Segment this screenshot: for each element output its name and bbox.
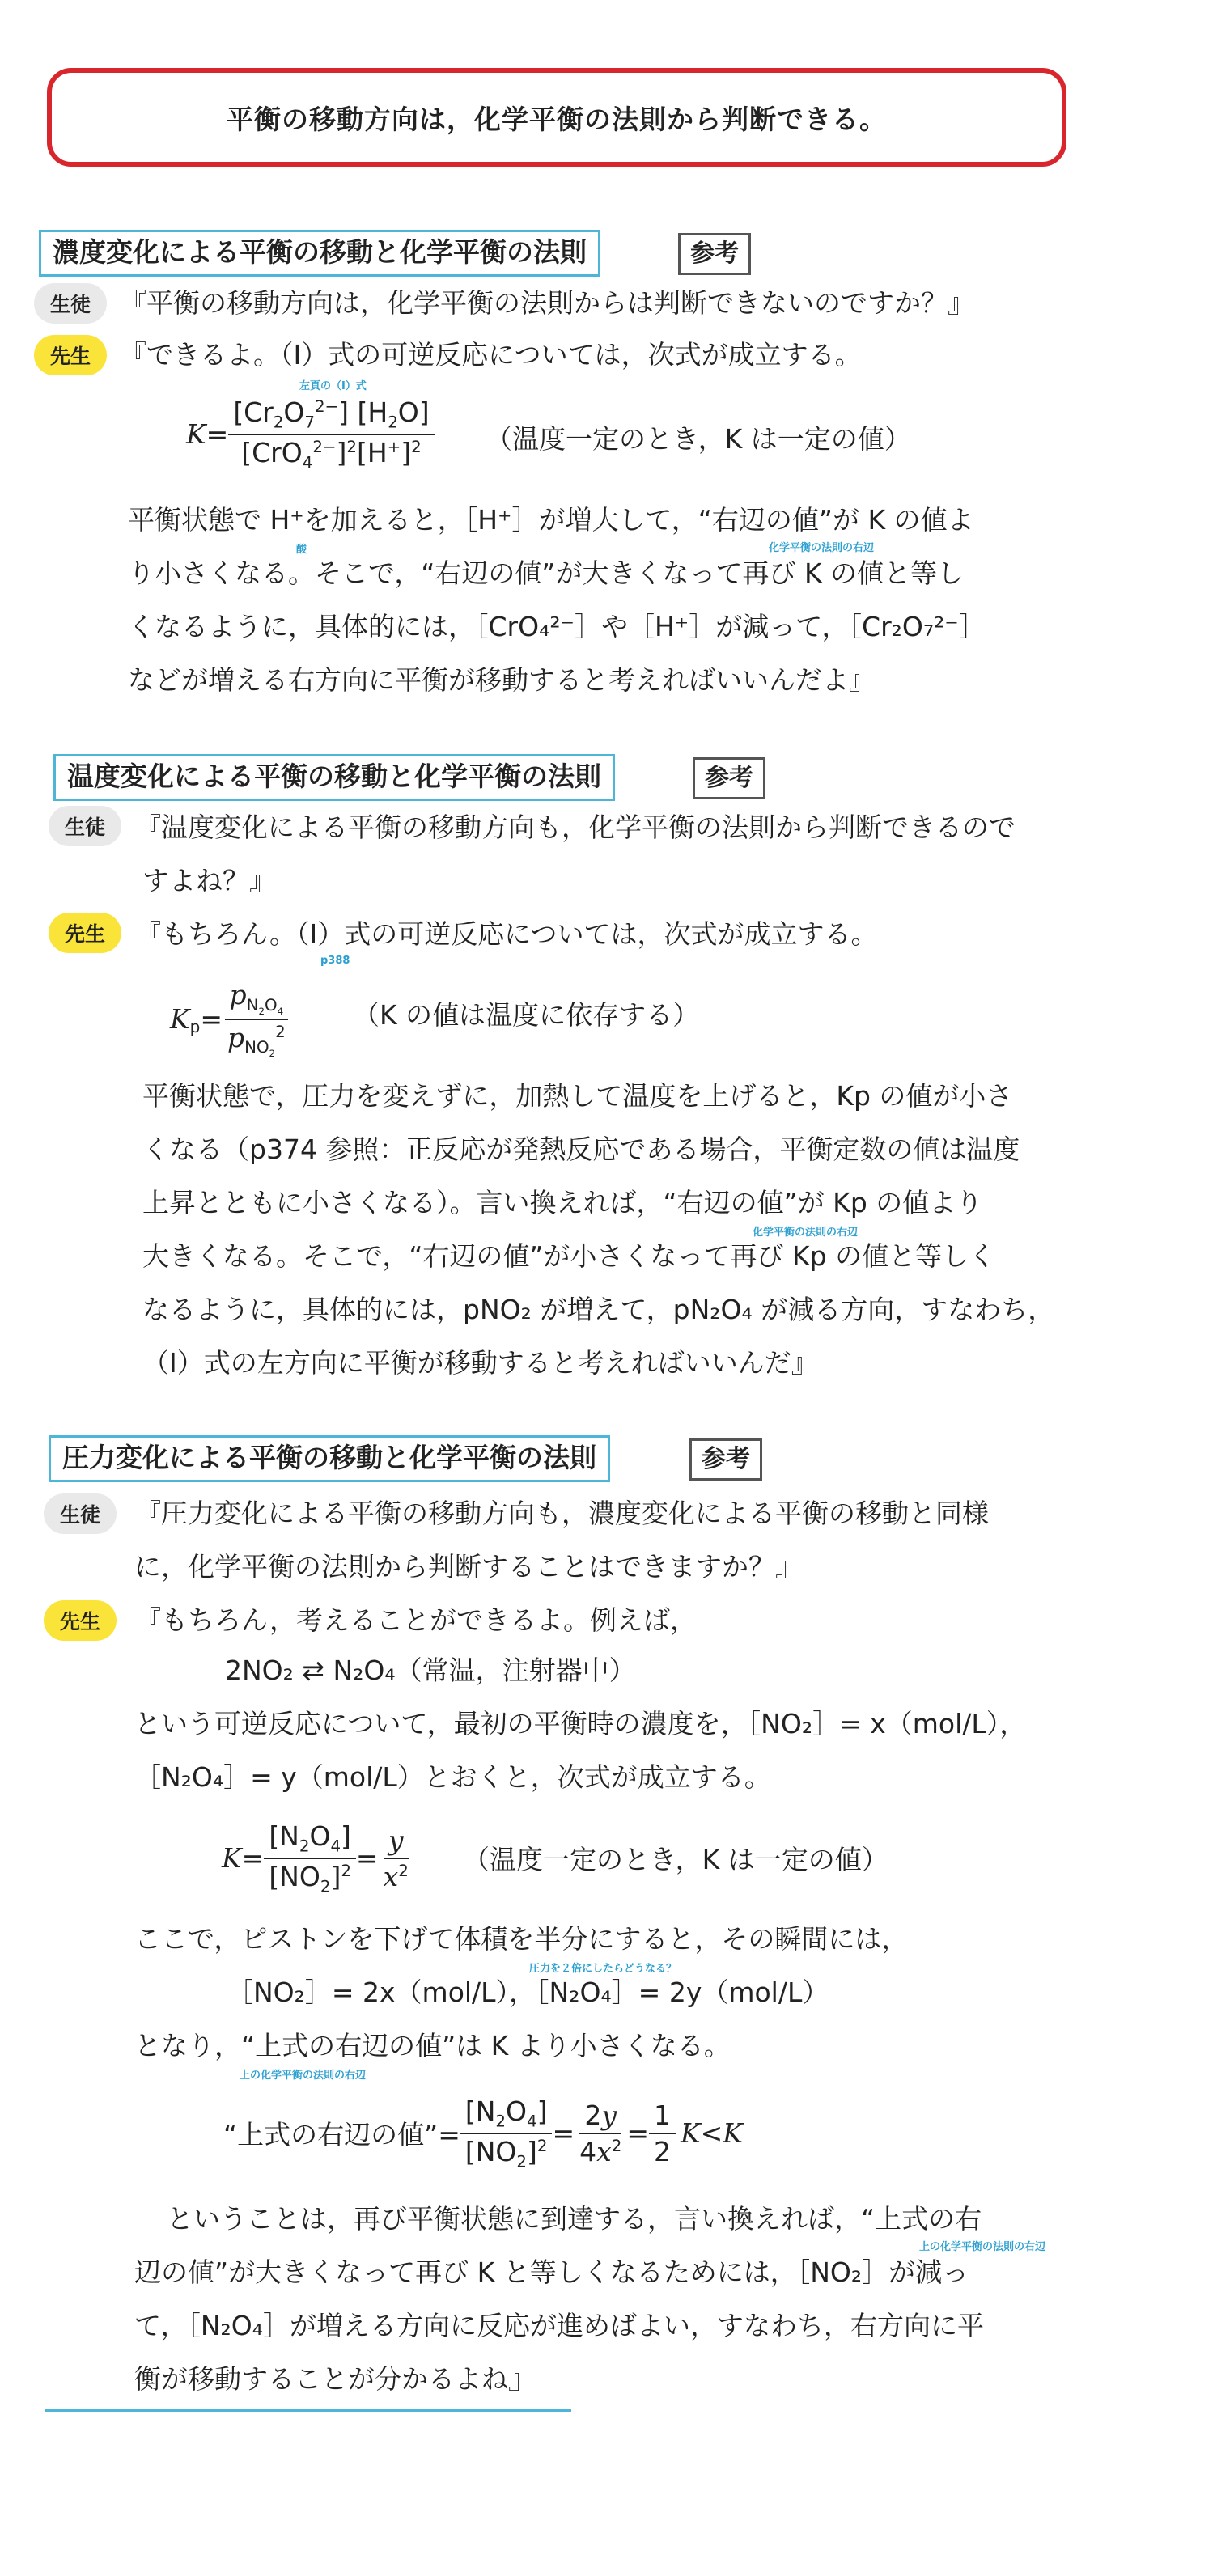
paragraph-line: （Ⅰ）式の左方向に平衡が移動すると考えればいいんだ』 <box>142 1347 818 1379</box>
reference-tag: 参考 <box>678 233 751 275</box>
paragraph-line: 辺の値”が大きくなって再び K と等しくなるためには，［NO₂］が減っ <box>134 2256 969 2288</box>
summary-banner: 平衡の移動方向は，化学平衡の法則から判断できる。 <box>47 68 1066 167</box>
student-question: 『温度変化による平衡の移動方向も，化学平衡の法則から判断できるので <box>134 811 1016 843</box>
margin-note: 化学平衡の法則の右辺 <box>769 542 875 554</box>
margin-note: 上の化学平衡の法則の右辺 <box>919 2241 1046 2253</box>
paragraph-line: くなるように，具体的には，［CrO₄²⁻］や［H⁺］が減って，［Cr₂O₇²⁻］ <box>128 611 986 642</box>
teacher-answer: 『もちろん，考えることができるよ。例えば， <box>134 1604 697 1636</box>
student-question: に，化学平衡の法則から判断することはできますか？』 <box>134 1551 802 1582</box>
paragraph-line: となり，“上式の右辺の値”は K より小さくなる。 <box>134 2030 731 2061</box>
reference-tag: 参考 <box>693 757 765 799</box>
teacher-badge: 先生 <box>44 1600 117 1641</box>
equilibrium-equation: K = $\frac{[Cr_2O_7^{2-}] [H_2O]}{[CrO_4^{2-}]^2[H^+]^2}$ <box>186 396 435 472</box>
paragraph-line: という可逆反応について，最初の平衡時の濃度を，［NO₂］= x（mol/L）， <box>134 1708 1027 1739</box>
equation-condition: （K の値は温度に依存する） <box>353 999 700 1031</box>
equation-condition: （温度一定のとき，K は一定の値） <box>463 1844 888 1875</box>
student-badge: 生徒 <box>44 1493 117 1534</box>
pressure-equilibrium-equation: K $_p$ = $\frac{p_{N_2O_4}}{p_{NO_2}^2}$ <box>170 979 290 1059</box>
doubled-concentrations: ［NO₂］= 2x（mol/L），［N₂O₄］= 2y（mol/L） <box>227 1976 829 2008</box>
student-question: 『平衡の移動方向は，化学平衡の法則からは判断できないのですか？』 <box>120 287 974 319</box>
student-badge: 生徒 <box>34 283 107 324</box>
paragraph-line: 平衡状態で，圧力を変えずに，加熱して温度を上げると，Kp の値が小さ <box>142 1080 1013 1112</box>
student-question: 『圧力変化による平衡の移動方向も，濃度変化による平衡の移動と同様 <box>134 1498 989 1529</box>
margin-note: 化学平衡の法則の右辺 <box>753 1227 859 1239</box>
paragraph-line: ここで，ピストンを下げて体積を半分にすると，その瞬間には， <box>134 1923 909 1955</box>
paragraph-line: り小さくなる。そこで，“右辺の値”が大きくなって再び K の値と等し <box>128 557 965 589</box>
section-end-rule <box>45 2409 571 2412</box>
equation-condition: （温度一定のとき，K は一定の値） <box>486 423 911 455</box>
margin-note: 左頁の（Ⅰ）式 <box>299 380 367 392</box>
paragraph-line: 大きくなる。そこで，“右辺の値”が小さくなって再び Kp の値と等しく <box>142 1240 996 1272</box>
reaction-equation: 2NO₂ ⇄ N₂O₄（常温，注射器中） <box>225 1654 636 1686</box>
paragraph-line: 平衡状態で H⁺を加えると，［H⁺］が増大して，“右辺の値”が K の値よ <box>128 504 974 536</box>
margin-note: 酸 <box>296 544 307 556</box>
margin-note: 上の化学平衡の法則の右辺 <box>240 2070 367 2082</box>
right-side-value-equation: “上式の右辺の値”= $\frac{[N_2O_4]}{[NO_2]^2}$ = $\frac{2y}{4x^2}$ = $\frac{1}{2}$ K < K <box>223 2095 743 2171</box>
teacher-answer: 『できるよ。（Ⅰ）式の可逆反応については，次式が成立する。 <box>120 339 862 371</box>
section-heading-temperature: 温度変化による平衡の移動と化学平衡の法則 <box>53 754 615 801</box>
paragraph-line: 衡が移動することが分かるよね』 <box>134 2363 535 2395</box>
paragraph-line: ということは，再び平衡状態に到達する，言い換えれば，“上式の右 <box>167 2203 982 2235</box>
teacher-badge: 先生 <box>34 335 107 375</box>
section-heading-pressure: 圧力変化による平衡の移動と化学平衡の法則 <box>49 1435 610 1482</box>
paragraph-line: などが増える右方向に平衡が移動すると考えればいいんだよ』 <box>128 664 876 696</box>
concentration-equilibrium-equation: K = $\frac{[N_2O_4]}{[NO_2]^2}$ = $\frac{y}{x^2}$ <box>222 1820 409 1896</box>
paragraph-line: なるように，具体的には，pNO₂ が増えて，pN₂O₄ が減る方向，すなわち， <box>142 1294 1055 1325</box>
paragraph-line: ［N₂O₄］= y（mol/L）とおくと，次式が成立する。 <box>134 1761 771 1793</box>
teacher-badge: 先生 <box>49 913 121 953</box>
student-question: すよね？』 <box>142 865 276 896</box>
teacher-answer: 『もちろん。（Ⅰ）式の可逆反応については，次式が成立する。 <box>134 918 878 950</box>
paragraph-line: て，［N₂O₄］が増える方向に反応が進めばよい，すなわち，右方向に平 <box>134 2310 984 2341</box>
paragraph-line: くなる（p374 参照：正反応が発熱反応である場合，平衡定数の値は温度 <box>142 1133 1020 1165</box>
equation-label: “上式の右辺の値”= <box>223 2119 460 2151</box>
student-badge: 生徒 <box>49 806 121 846</box>
paragraph-line: 上昇とともに小さくなる）。言い換えれば，“右辺の値”が Kp の値より <box>142 1187 983 1218</box>
reference-tag: 参考 <box>689 1438 762 1481</box>
margin-note: 圧力を２倍にしたらどうなる？ <box>529 1963 677 1975</box>
section-heading-concentration: 濃度変化による平衡の移動と化学平衡の法則 <box>39 230 600 277</box>
margin-note: p388 <box>320 955 350 967</box>
